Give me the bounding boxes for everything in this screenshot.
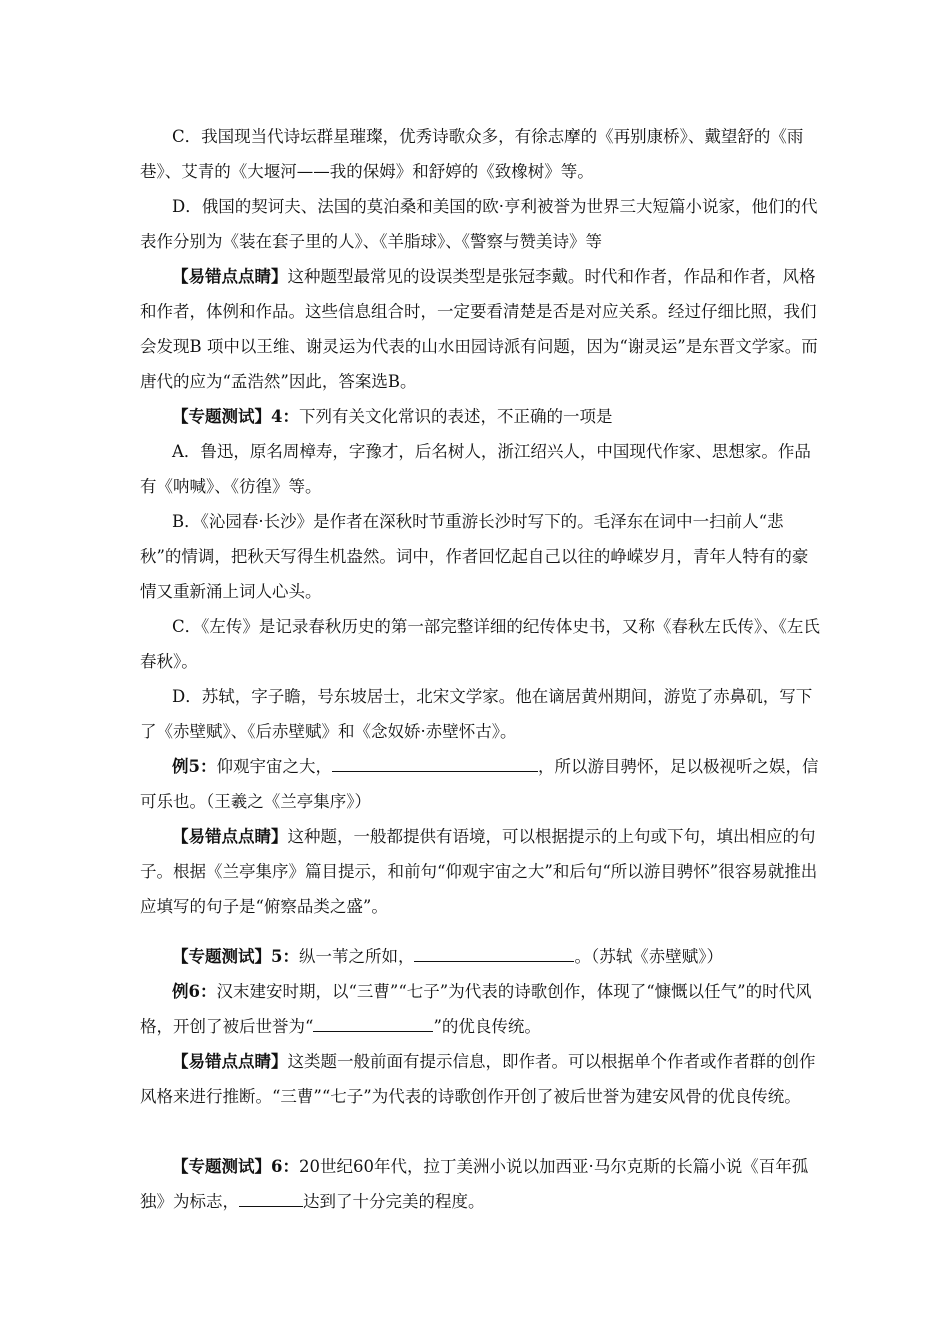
example-text: ，所以游目骋怀，足以极视听之娱，信可乐也。（王羲之《兰亭集序》） — [140, 757, 819, 811]
test-question-6 — [140, 1149, 820, 1219]
option-b-qinyuanchun: B．《沁园春·长沙》是作者在深秋时节重游长沙时写下的。毛泽东在词中一扫前人“悲秋”的情调，把秋天写得生机盎然。词中，作者回忆起自己以往的峥嵘岁月，青年人特有的豪情又重新涌上词人心头。 — [140, 512, 809, 601]
fill-blank — [239, 1190, 303, 1208]
explanation-text: 这种题型最常见的设误类型是张冠李戴。时代和作者，作品和作者，风格和作者，体例和作品。这些信息组合时，一定要看清楚是否是对应关系。经过仔细比照，我们会发现B 项中以王维、谢灵运为代表的山水田园诗派有问题，因为“谢灵运”是东晋文学家。而唐代的应为“孟浩然”因此，答案选B。 — [140, 267, 818, 391]
test-question-5 — [140, 939, 820, 974]
option-c-zuozhuan: C．《左传》是记录春秋历史的第一部完整详细的纪传体史书，又称《春秋左氏传》、《左氏春秋》。 — [140, 617, 820, 671]
fill-blank — [332, 755, 538, 773]
test-label: 【专题测试】4： — [172, 407, 299, 426]
option-d-short-story: D．俄国的契诃夫、法国的莫泊桑和美国的欧·亨利被誉为世界三大短篇小说家，他们的代表作分别为《装在套子里的人》、《羊脂球》、《警察与赞美诗》等 — [140, 197, 818, 251]
test-text: 20世纪60年代，拉丁美洲小说以加西亚·马尔克斯的长篇小说《百年孤独》为标志， — [140, 1157, 809, 1211]
test-text: 达到了十分完美的程度。 — [303, 1192, 485, 1211]
explanation-paragraph-2 — [140, 819, 820, 924]
example-text: 仰观宇宙之大， — [216, 757, 332, 776]
explanation-label: 【易错点点睛】 — [172, 827, 288, 846]
test-text: 下列有关文化常识的表述，不正确的一项是 — [298, 407, 613, 426]
test-label: 【专题测试】5： — [172, 947, 299, 966]
explanation-text: 这类题一般前面有提示信息，即作者。可以根据单个作者或作者群的创作风格来进行推断。“三曹”“七子”为代表的诗歌创作开创了被后世誉为建安风骨的优良传统。 — [140, 1052, 816, 1106]
explanation-paragraph-1 — [140, 259, 820, 399]
option-a-luxun: A．鲁迅，原名周樟寿，字豫才，后名树人，浙江绍兴人，中国现代作家、思想家。作品有《呐喊》、《彷徨》等。 — [140, 442, 811, 496]
test-text: 纵一苇之所如， — [298, 947, 415, 966]
explanation-label: 【易错点点睛】 — [172, 267, 288, 286]
example-text: ”的优良传统。 — [433, 1017, 541, 1036]
option-c-poetry: C．我国现当代诗坛群星璀璨，优秀诗歌众多，有徐志摩的《再别康桥》、戴望舒的《雨巷》、艾青的《大堰河——我的保姆》和舒婷的《致橡树》等。 — [140, 127, 804, 181]
test-label: 【专题测试】6： — [172, 1157, 299, 1176]
test-text: 。（苏轼《赤壁赋》） — [574, 947, 723, 966]
fill-blank — [313, 1015, 433, 1033]
example-label: 例5： — [172, 757, 217, 776]
explanation-paragraph-3 — [140, 1044, 820, 1114]
example-5 — [140, 749, 820, 819]
example-label: 例6： — [172, 982, 217, 1001]
explanation-label: 【易错点点睛】 — [172, 1052, 288, 1071]
explanation-text: 这种题，一般都提供有语境，可以根据提示的上句或下句，填出相应的句子。根据《兰亭集序》篇目提示，和前句“仰观宇宙之大”和后句“所以游目骋怀”很容易就推出应填写的句子是“俯察品类之盛”。 — [140, 827, 818, 916]
example-text: 汉末建安时期，以“三曹”“七子”为代表的诗歌创作，体现了“慷慨以任气”的时代风格，开创了被后世誉为“ — [140, 982, 812, 1036]
option-d-sushi: D．苏轼，字子瞻，号东坡居士，北宋文学家。他在谪居黄州期间，游览了赤鼻矶，写下了《赤壁赋》、《后赤壁赋》和《念奴娇·赤壁怀古》。 — [140, 687, 813, 741]
fill-blank — [414, 945, 574, 963]
example-6 — [140, 974, 820, 1044]
test-question-4 — [140, 399, 820, 434]
